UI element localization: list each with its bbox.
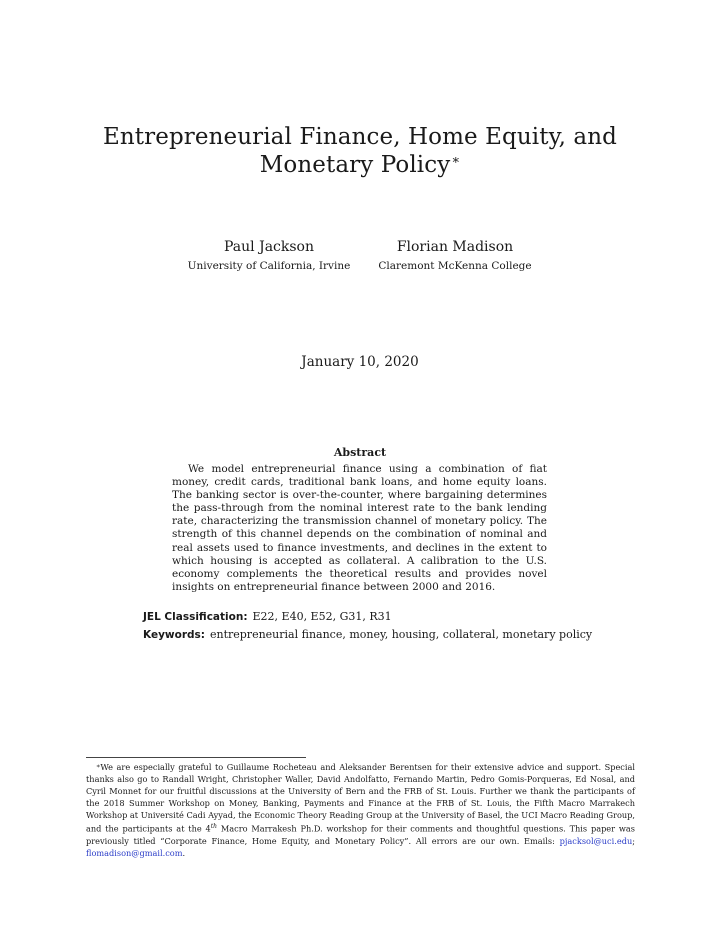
email-link-1[interactable]: pjacksol@uci.edu xyxy=(559,836,633,847)
abstract-heading: Abstract xyxy=(333,446,387,459)
footnote-text-a: We are especially grateful to Guillaume Rocheteau and Aleksander Berentsen for their extensive advice and support. Special thanks also go to Randall Wright, Christopher Waller, David Andolfatto, Fernando Martin, Pedro Gomis-Porqueras, Ed Nosal, and Cyril Monnet for our fruitful discussions at the University of Bern and the FRB of St. Louis. Further we thank the participants of the 2018 Summer Workshop on Money, Banking, Payments and Finance at the FRB of St. Louis, the Fifth Macro Marrakech Workshop at Université Cadi Ayyad, the Economic Theory Reading Group at the University of Basel, the UCI Macro Reading Group, and the participants at the 4 xyxy=(86,762,635,835)
keywords-value: entrepreneurial finance, money, housing, collateral, monetary policy xyxy=(209,628,593,641)
paper-date: January 10, 2020 xyxy=(301,354,419,370)
keywords xyxy=(143,628,603,642)
email-separator: ; xyxy=(632,836,635,847)
author-2-affiliation: Claremont McKenna College xyxy=(378,260,532,272)
jel-value: E22, E40, E52, G31, R31 xyxy=(252,610,392,623)
footnote-marker: ∗ xyxy=(96,762,101,770)
author-2 xyxy=(335,238,575,273)
footnote xyxy=(86,761,635,859)
abstract-text: We model entrepreneurial finance using a combination of fiat money, credit cards, traditional bank loans, and home equity loans. The banking sector is over-the-counter, where bargaining determines the pass-through from the nominal interest rate to the bank lending rate, characterizing the transmission channel of monetary policy. The strength of this channel depends on the combination of nominal and real assets used to finance investments, and declines in the extent to which housing is accepted as collateral. A calibration to the U.S. economy complements the theoretical results and provides novel insights on entrepreneurial finance between 2000 and 2016. xyxy=(172,463,547,593)
title-line-1: Entrepreneurial Finance, Home Equity, and xyxy=(103,124,617,150)
jel-classification xyxy=(143,610,603,624)
footnote-ordinal: th xyxy=(210,823,218,831)
footnote-end: . xyxy=(182,848,186,859)
title-line-2 xyxy=(60,151,660,179)
footnote-text-b: Macro Marrakesh Ph.D. workshop for their comments and thoughtful questions. This paper was previously titled “Corporate Finance, Home Equity, and Monetary Policy”. All errors are our own. Emails: xyxy=(86,824,635,847)
title-footnote-marker[interactable]: ∗ xyxy=(451,153,461,168)
author-1-name: Paul Jackson xyxy=(224,239,314,255)
keywords-label: Keywords: xyxy=(143,629,205,641)
author-2-name: Florian Madison xyxy=(396,239,514,255)
author-1-affiliation: University of California, Irvine xyxy=(187,260,351,272)
paper-title xyxy=(60,123,660,179)
email-link-2[interactable]: flomadison@gmail.com xyxy=(86,848,183,859)
jel-label: JEL Classification: xyxy=(143,611,248,623)
footnote-rule xyxy=(86,757,306,758)
title-line-2-text: Monetary Policy xyxy=(259,152,451,178)
